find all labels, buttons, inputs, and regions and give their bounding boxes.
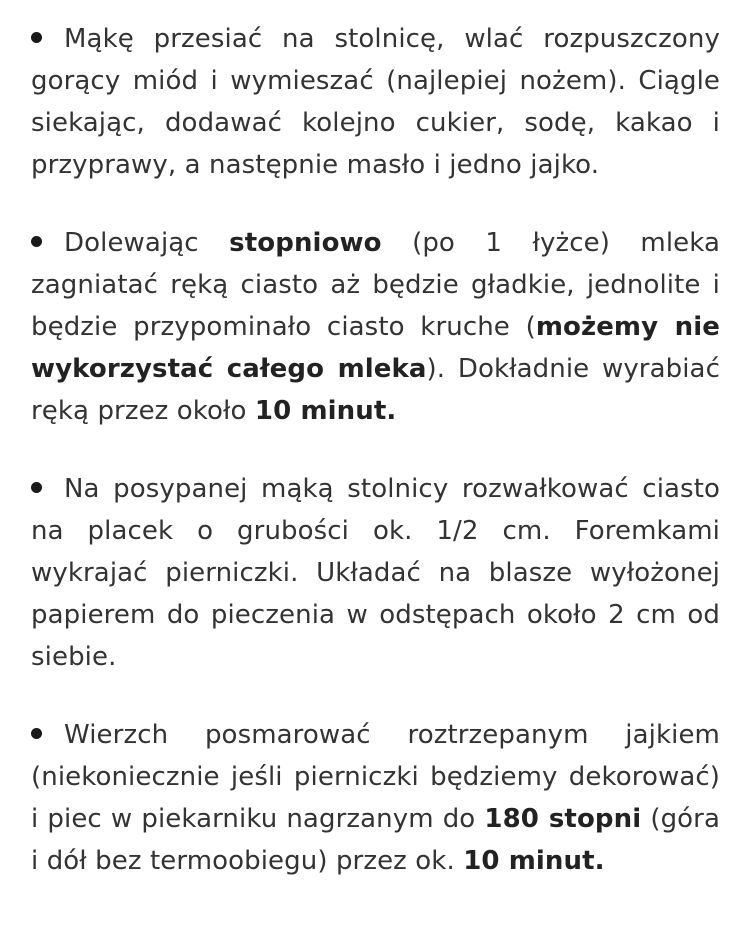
step-text: Mąkę przesiać na stolnicę, wlać rozpuszczony gorący miód i wymieszać (najlepiej nożem). Ciągle siekając, dodawać kolejno cukier, sodę, kakao i przyprawy, a następnie masło i jedno jajko. (31, 24, 720, 180)
recipe-step-4 (31, 714, 720, 882)
step-text: Na posypanej mąką stolnicy rozwałkować ciasto na placek o grubości ok. 1/2 cm. Foremkami wykrajać pierniczki. Układać na blasze wyłożonej papierem do pieczenia w odstępach około 2 cm od siebie. (31, 474, 720, 672)
bullet-icon (31, 236, 42, 247)
step-text: Dolewając (64, 228, 230, 258)
step-text-bold: możemy nie wykorzystać całego mleka (31, 312, 720, 384)
step-text: (góra i dół bez termoobiegu) przez ok. (31, 804, 721, 876)
step-text: ). Dokładnie wyrabiać ręką przez około (31, 354, 720, 426)
recipe-step-3 (31, 468, 720, 678)
step-text-bold: 10 minut. (254, 396, 397, 426)
step-text: (po 1 łyżce) mleka zagniatać ręką ciasto aż będzie gładkie, jednolite i będzie przypominało ciasto kruche ( (31, 228, 721, 342)
recipe-step-2 (31, 222, 720, 432)
step-text-bold: stopniowo (229, 228, 382, 258)
step-text-bold: 180 stopni (484, 804, 642, 834)
step-text: Wierzch posmarować roztrzepanym jajkiem (niekoniecznie jeśli pierniczki będziemy dekorować) i piec w piekarniku nagrzanym do (31, 720, 720, 834)
recipe-step-1 (31, 18, 720, 186)
bullet-icon (31, 482, 42, 493)
step-text-bold: 10 minut. (463, 846, 605, 876)
bullet-icon (31, 32, 42, 43)
bullet-icon (31, 728, 42, 739)
